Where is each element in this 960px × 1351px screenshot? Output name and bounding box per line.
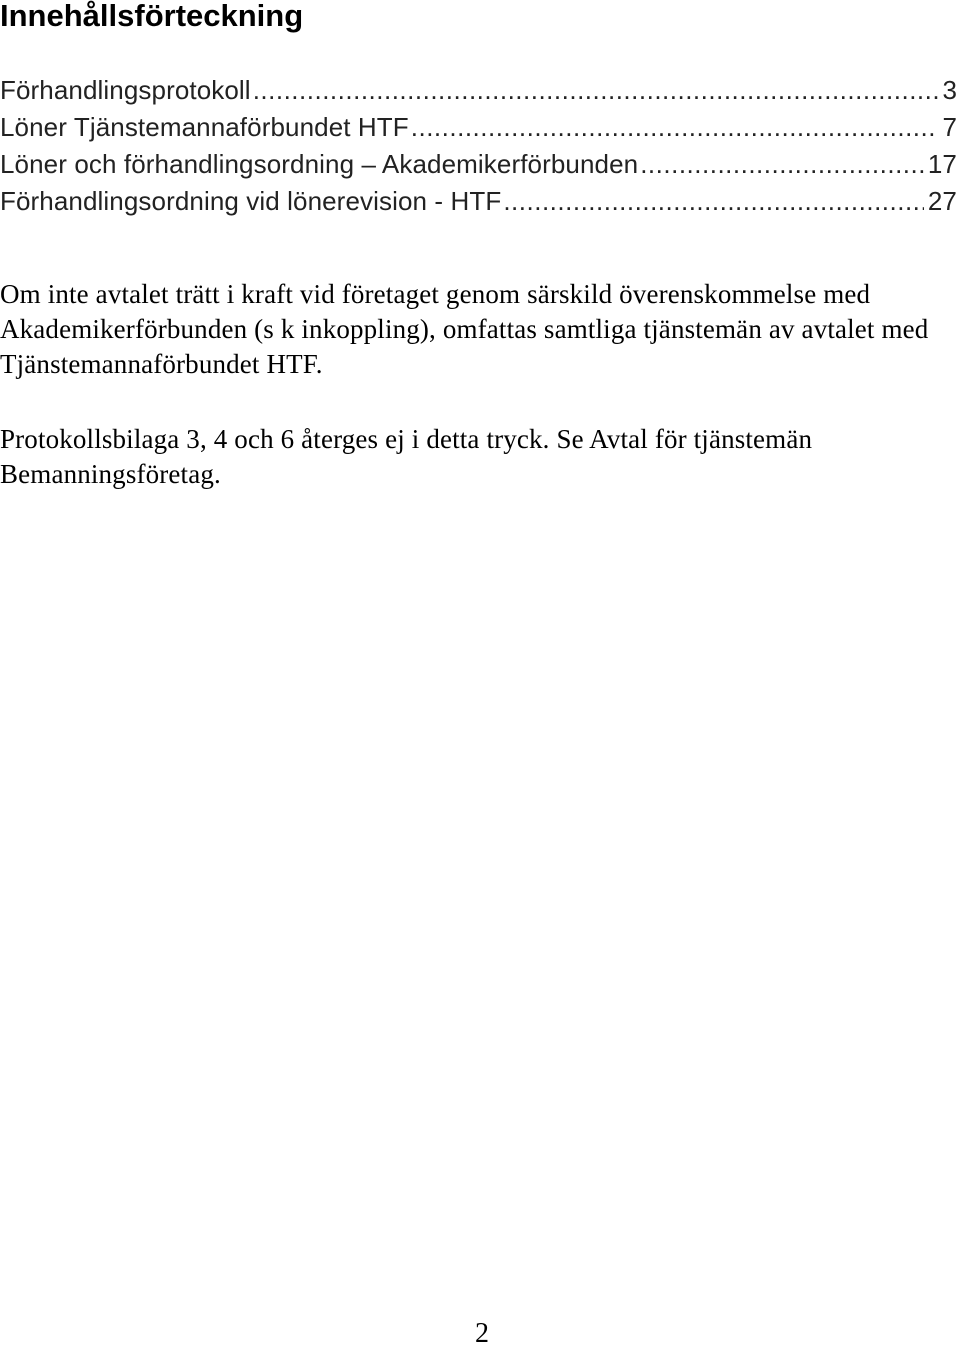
toc-entry-page: 7	[942, 112, 957, 142]
toc-entry-page: 3	[942, 75, 957, 105]
toc-entry-forhandlingsprotokoll[interactable]	[0, 72, 960, 109]
body-paragraph-inkoppling: Om inte avtalet trätt i kraft vid företaget genom särskild överenskommelse med Akademikerförbunden (s k inkoppling), omfattas samtliga tjänstemän av avtalet med Tjänstemannaförbundet HTF.	[0, 279, 929, 379]
toc-entry-title: Löner Tjänstemannaförbundet HTF	[0, 112, 409, 142]
toc-dot-leader	[411, 109, 939, 146]
body-paragraph-protokollsbilaga: Protokollsbilaga 3, 4 och 6 återges ej i detta tryck. Se Avtal för tjänstemän Bemanningsföretag.	[0, 424, 813, 489]
toc-entry-title: Förhandlingsprotokoll	[0, 75, 251, 105]
toc-entry-loner-htf[interactable]	[0, 109, 960, 146]
page-title: Innehållsförteckning	[0, 0, 304, 33]
toc-entry-title: Löner och förhandlingsordning – Akademikerförbunden	[0, 149, 639, 179]
toc-dot-leader	[503, 183, 924, 220]
toc-dot-leader	[640, 146, 924, 183]
toc-entry-loner-akademikerforbunden[interactable]	[0, 146, 960, 183]
toc-entry-page: 17	[927, 149, 957, 179]
page-number: 2	[475, 1318, 489, 1349]
table-of-contents	[0, 72, 960, 220]
toc-dot-leader	[253, 72, 939, 109]
toc-entry-title: Förhandlingsordning vid lönerevision - HTF	[0, 186, 502, 216]
toc-entry-forhandlingsordning-htf[interactable]	[0, 183, 960, 220]
toc-entry-page: 27	[927, 186, 957, 216]
